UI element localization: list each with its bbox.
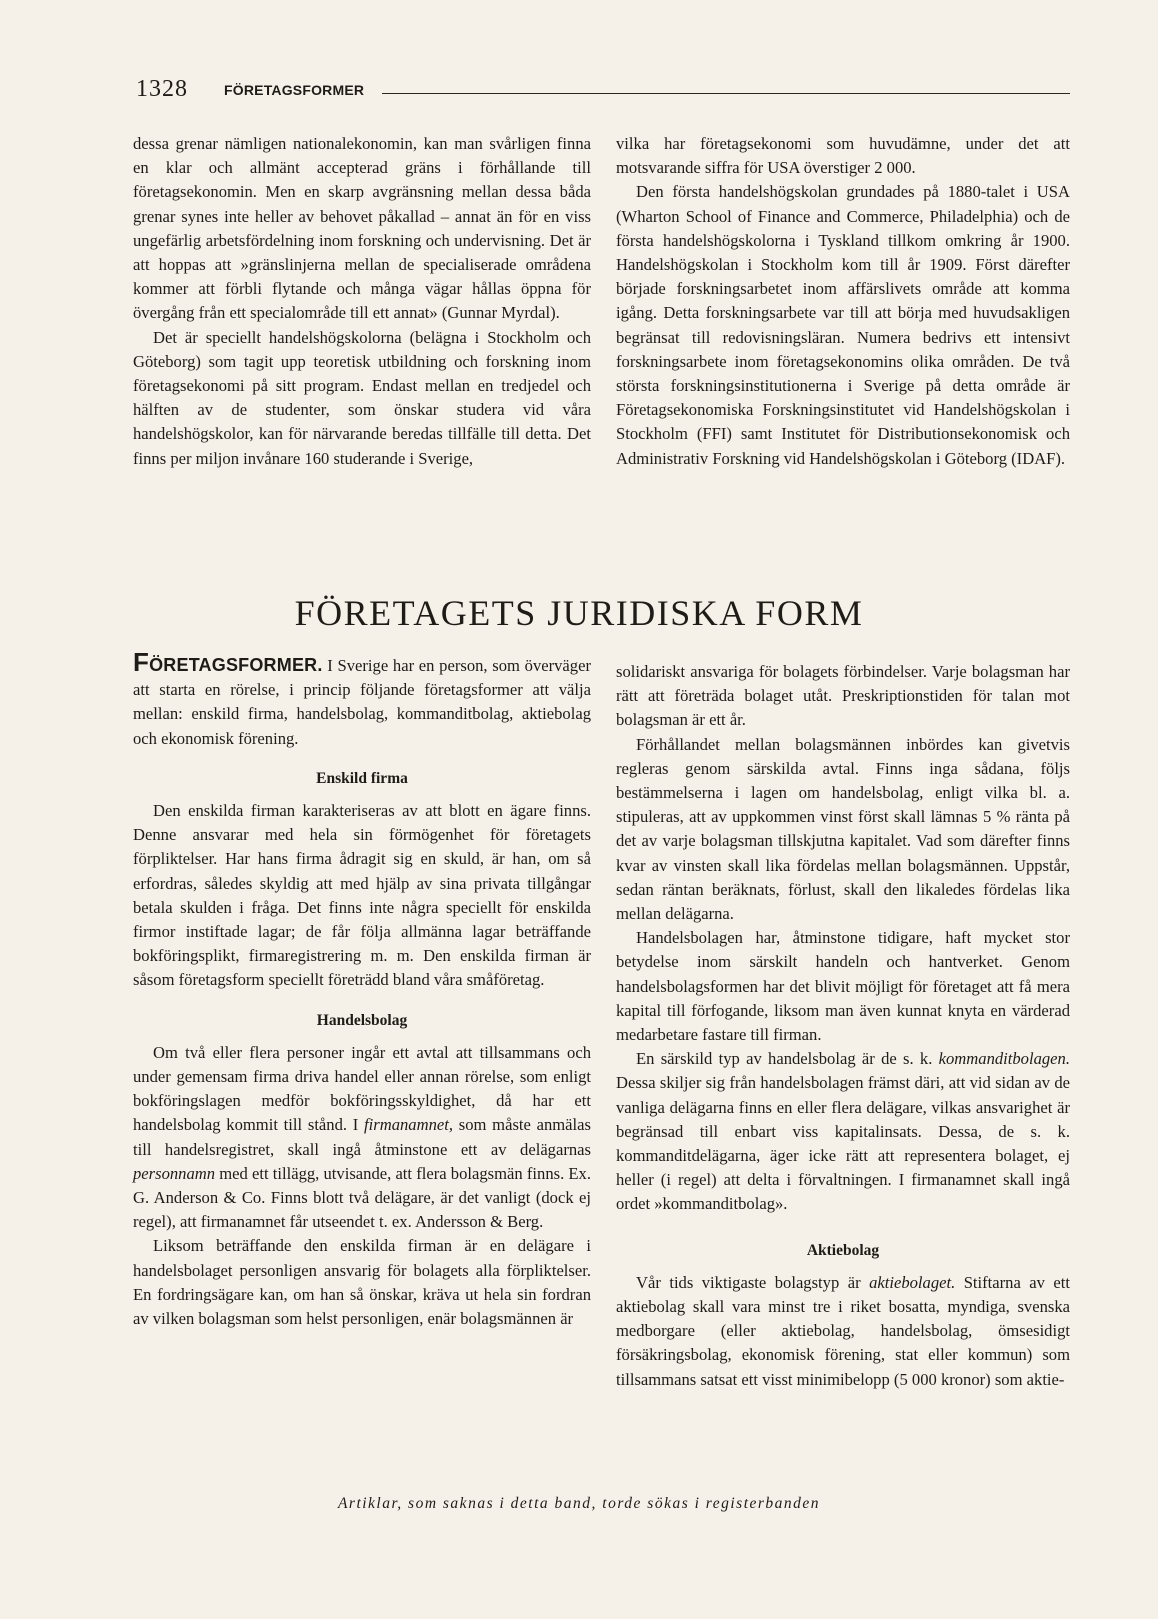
paragraph (133, 1041, 591, 1235)
paragraph: Den enskilda firman karakteriseras av att blott en ägare finns. Denne ansvarar med hela sin förmögenhet för företagets förpliktelser. Har hans firma ådragit sig en skuld, är han, om så erfordras, således skyldig att med hjälp av sina privata tillgångar betala skulden i fråga. Det finns inte några speciellt för enskilda firmor instiftade lagar; de får följa allmänna lagar beträffande bokföringsplikt, firmaregistrering m. m. Den enskilda firman är såsom företagsform speciellt företrädd bland våra småföretag. (133, 801, 591, 990)
paragraph: vilka har företagsekonomi som huvudämne, under det att motsvarande siffra för USA överstiger 2 000. (616, 134, 1070, 178)
italic-term: aktiebolaget. (869, 1272, 956, 1292)
paragraph (616, 1271, 1070, 1392)
intro-text: I Sverige har en person, som överväger att starta en rörelse, i princip följande företagsformer att välja mellan: enskild firma, handelsbolag, kommanditbolag, aktiebolag och ekonomisk förening. (133, 656, 591, 748)
italic-term: kommanditbolagen. (938, 1049, 1070, 1069)
text-run: med ett tillägg, utvisande, att flera bolagsmän finns. Ex. G. Anderson & Co. Finns blott två delägare, är det vanligt (dock ej regel), att firmanamnet får utseendet t. ex. Andersson & Berg. (133, 1163, 591, 1232)
italic-term: personnamn (133, 1163, 216, 1183)
bottom-column-left (133, 647, 591, 1331)
text-run: som måste anmälas till handelsregistret, skall ingå åtminstone ett av delägarnas (133, 1115, 591, 1159)
lead-term (133, 647, 323, 677)
intro-paragraph (133, 647, 591, 751)
subheading-enskild-firma: Enskild firma (316, 769, 408, 787)
paragraph: Handelsbolagen har, åtminstone tidigare, haft mycket stor betydelse inom särskilt handeln och hantverket. Genom handelsbolagsformen har det blivit möjligt för företaget att få mera kapital till förfogande, liksom man även kunnat knyta en värderad medarbetare fastare till firman. (616, 928, 1070, 1045)
text-run: Dessa skiljer sig från handelsbolagen främst däri, att vid sidan av de vanliga delägarna finns en eller flera delägare, vilkas ansvarighet är begränsad till enbart viss kapitalinsats. Dessa, de s. k. kommanditdelägarna, äger icke rätt att representera bolaget, ej heller (i regel) att delta i förvaltningen. I firmanamnet skall ingå ordet »kommanditbolag». (616, 1073, 1070, 1214)
text-run: Vår tids viktigaste bolagstyp är (636, 1272, 870, 1292)
text-run: Stiftarna av ett aktiebolag skall vara minst tre i riket bosatta, myndiga, svenska medborgare (eller aktiebolag, handelsbolag, ömsesidigt försäkringsbolag, ekonomisk förening, stat eller kommun) som tillsammans satsat ett visst minimibelopp (5 000 kronor) som aktie- (616, 1272, 1071, 1389)
paragraph: Förhållandet mellan bolagsmännen inbördes kan givetvis regleras genom särskilda avtal. Finns inga sådana, följs bestämmelserna i lagen om handelsbolag, enligt vilka bl. a. stipuleras, att av uppkommen vinst först skall lämnas 5 % ränta på det av varje bolagsman tillskjutna kapitalet. Vad som därefter finns kvar av vinsten skall lika fördelas mellan bolagsmännen. Uppstår, sedan räntan beräknats, förlust, skall den likaledes fördelas lika mellan delägarna. (616, 734, 1070, 924)
subheading-handelsbolag: Handelsbolag (316, 1011, 408, 1029)
paragraph: dessa grenar nämligen nationalekonomin, kan man svårligen finna en klar och allmänt accepterad gräns i förhållande till företagsekonomin. Men en skarp avgränsning mellan dessa båda grenar synes inte heller av behovet påkallad – annat än för en viss ungefärlig arbetsfördelning inom forskning och undervisning. Det är att hoppas att »gränslinjerna mellan de specialiserade områdena kommer att förbli flytande och många vägar hållas öppna för övergång från ett specialområde till ett annat» (Gunnar Myrdal). (133, 134, 591, 323)
text-run: Om två eller flera personer ingår ett avtal att tillsammans och under gemensam firma driva handel eller annan rörelse, som enligt bokföringslagen medför bokföringsskyldighet, då har ett handelsbolag kommit till stånd. I (133, 1042, 591, 1135)
paragraph: Det är speciellt handelshögskolorna (belägna i Stockholm och Göteborg) som tagit upp teoretisk utbildning och forskning inom företagsekonomi på sitt program. Endast mellan en tredjedel och hälften av de studenter, som önskar studera vid våra handelshögskolor, kan för närvarande beredas tillfälle till detta. Det finns per miljon invånare 160 studerande i Sverige, (133, 327, 591, 468)
subheading-aktiebolag: Aktiebolag (806, 1241, 880, 1259)
paragraph: Den första handelshögskolan grundades på 1880-talet i USA (Wharton School of Finance and Commerce, Philadelphia) och de första handelshögskolorna i Tyskland tillkom omkring år 1900. Handelshögskolan i Stockholm kom till år 1909. Först därefter började forskningsarbetet inom affärslivets område att komma igång. Detta forskningsarbete var till att börja med huvudsakligen begränsat till redovisningsläran. Numera bedrivs ett intensivt forskningsarbete inom företagsekonomins olika områden. De två största forskningsinstitutionerna i Sverige på detta område är Företagsekonomiska Forskningsinstitutet vid Handelshögskolan i Stockholm (FFI) samt Institutet för Distributionsekonomisk och Administrativ Forskning vid Handelshögskolan i Göteborg (IDAF). (616, 182, 1070, 468)
page-header (136, 76, 1070, 104)
section-title: FÖRETAGETS JURIDISKA FORM (294, 593, 864, 633)
page-footer: Artiklar, som saknas i detta band, torde sökas i registerbanden (337, 1495, 821, 1512)
lead-rest: ÖRETAGSFORMER. (149, 655, 323, 675)
page-number: 1328 (136, 76, 188, 102)
lead-initial: F (133, 647, 150, 677)
paragraph (616, 1047, 1070, 1216)
header-rule (382, 93, 1070, 94)
italic-term: firmanamnet, (364, 1115, 454, 1135)
top-column-left (133, 132, 591, 471)
bottom-column-right (616, 660, 1070, 1392)
running-title: FÖRETAGSFORMER (224, 82, 365, 98)
top-column-right (616, 132, 1070, 471)
paragraph: solidariskt ansvariga för bolagets förbindelser. Varje bolagsman har rätt att företräda bolaget utåt. Preskriptionstiden för talan mot bolagsman är ett år. (616, 662, 1070, 730)
paragraph: Liksom beträffande den enskilda firman är en delägare i handelsbolaget personligen ansvarig för bolagets alla förpliktelser. En fordringsägare kan, om han så önskar, kräva ut hela sin fordran av vilken bolagsman som helst personligen, enär bolagsmännen är (133, 1236, 591, 1329)
text-run: En särskild typ av handelsbolag är de s. k. (636, 1049, 939, 1069)
